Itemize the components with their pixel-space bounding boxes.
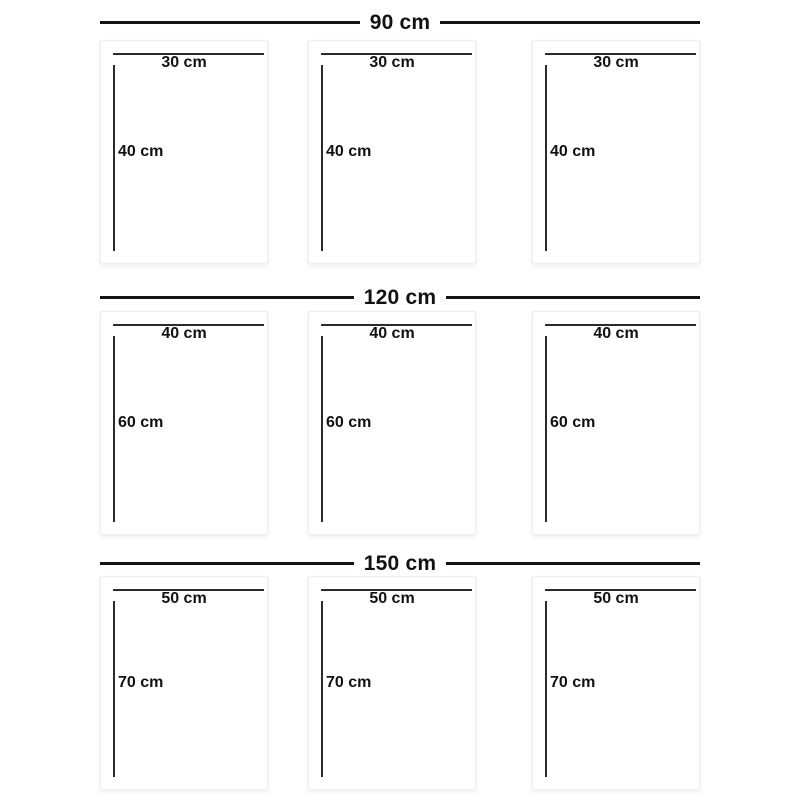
frame-card [532,40,700,264]
frame-height-label: 70 cm [550,674,596,691]
frame-height-label: 60 cm [326,414,372,431]
height-dimension-line [321,601,323,777]
frame-card [532,576,700,790]
height-dimension-line [113,336,115,522]
total-width-label: 150 cm [354,552,446,576]
frame-card [100,311,268,535]
frame-width-label: 50 cm [161,590,207,607]
frame-width-label: 50 cm [593,590,639,607]
height-dimension-line [545,65,547,251]
height-dimension-line [545,336,547,522]
frame-card [308,40,476,264]
height-dimension-line [113,65,115,251]
frame-width-label: 50 cm [369,590,415,607]
total-width-header [100,9,700,37]
frame-width-label: 30 cm [593,54,639,71]
total-width-header [100,550,700,578]
total-width-label: 90 cm [360,11,441,35]
frame-card [308,576,476,790]
frames-row [0,311,800,535]
frame-card [308,311,476,535]
frame-card [100,576,268,790]
frame-width-label: 40 cm [369,325,415,342]
frame-width-label: 40 cm [161,325,207,342]
frame-height-label: 40 cm [550,143,596,160]
frame-width-label: 30 cm [161,54,207,71]
height-dimension-line [545,601,547,777]
frame-card [532,311,700,535]
total-width-label: 120 cm [354,286,446,310]
frame-height-label: 70 cm [326,674,372,691]
frame-card [100,40,268,264]
frame-height-label: 60 cm [550,414,596,431]
size-group-90cm [0,9,800,264]
frame-height-label: 60 cm [118,414,164,431]
frames-row [0,576,800,790]
height-dimension-line [321,336,323,522]
height-dimension-line [321,65,323,251]
height-dimension-line [113,601,115,777]
frame-height-label: 70 cm [118,674,164,691]
frame-width-label: 40 cm [593,325,639,342]
size-group-150cm [0,550,800,790]
frame-height-label: 40 cm [118,143,164,160]
frames-row [0,40,800,264]
size-group-120cm [0,284,800,535]
frame-width-label: 30 cm [369,54,415,71]
total-width-header [100,284,700,312]
frame-height-label: 40 cm [326,143,372,160]
